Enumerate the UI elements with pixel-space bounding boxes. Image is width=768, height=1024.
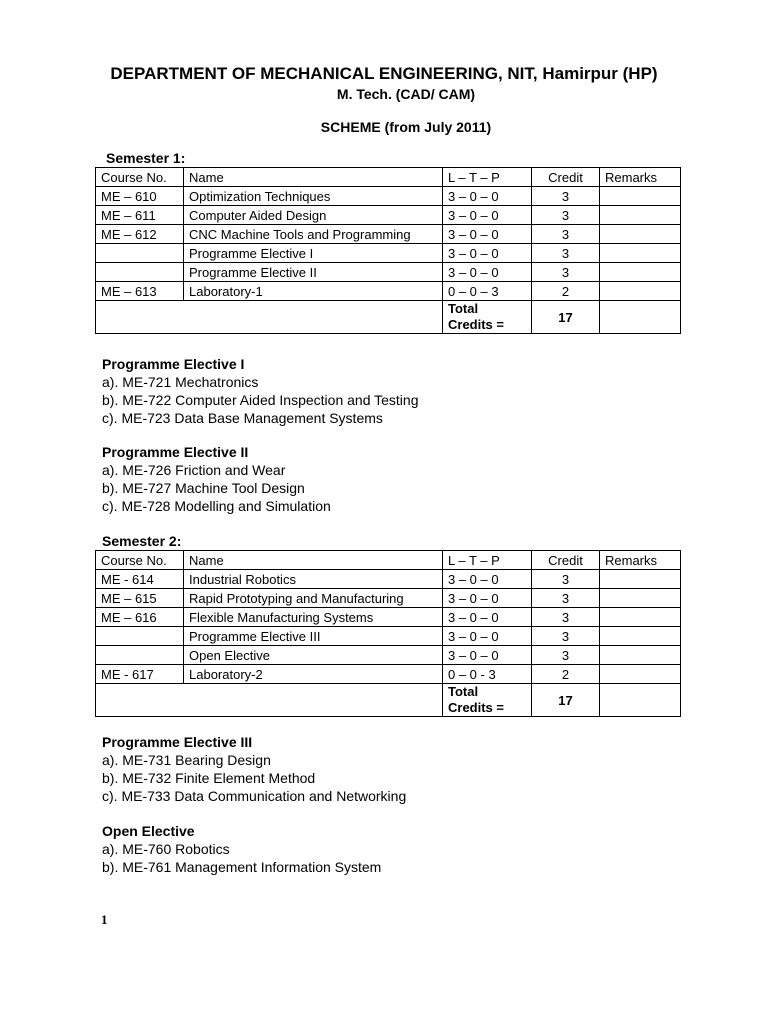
remarks-cell	[600, 570, 681, 589]
remarks-cell	[600, 244, 681, 263]
total-spacer-cell	[96, 301, 443, 334]
header-remarks: Remarks	[600, 168, 681, 187]
credit-cell: 3	[532, 570, 600, 589]
ltp-cell: 3 – 0 – 0	[443, 206, 532, 225]
elective-item: a). ME-726 Friction and Wear	[102, 462, 286, 478]
total-credits-value: 17	[532, 684, 600, 717]
course-no-cell	[96, 646, 184, 665]
ltp-cell: 3 – 0 – 0	[443, 589, 532, 608]
elective-heading: Programme Elective I	[102, 356, 245, 372]
credit-cell: 3	[532, 206, 600, 225]
credit-cell: 3	[532, 225, 600, 244]
course-name-cell: Flexible Manufacturing Systems	[184, 608, 443, 627]
remarks-cell	[600, 646, 681, 665]
remarks-cell	[600, 589, 681, 608]
course-name-cell: Programme Elective I	[184, 244, 443, 263]
total-row	[96, 301, 681, 334]
semester2-heading: Semester 2:	[102, 533, 182, 549]
course-no-cell: ME - 617	[96, 665, 184, 684]
course-no-cell: ME – 613	[96, 282, 184, 301]
course-no-cell: ME – 611	[96, 206, 184, 225]
course-name-cell: CNC Machine Tools and Programming	[184, 225, 443, 244]
course-name-cell: Open Elective	[184, 646, 443, 665]
credit-cell: 3	[532, 627, 600, 646]
elective-item: a). ME-731 Bearing Design	[102, 752, 271, 768]
elective-item: a). ME-721 Mechatronics	[102, 374, 259, 390]
ltp-cell: 3 – 0 – 0	[443, 263, 532, 282]
table-row	[96, 225, 681, 244]
credit-cell: 3	[532, 589, 600, 608]
elective-item: b). ME-722 Computer Aided Inspection and Testing	[102, 392, 419, 408]
credit-cell: 3	[532, 646, 600, 665]
ltp-cell: 3 – 0 – 0	[443, 244, 532, 263]
page-number: 1	[101, 912, 108, 927]
course-no-cell: ME - 614	[96, 570, 184, 589]
ltp-cell: 3 – 0 – 0	[443, 608, 532, 627]
credit-cell: 3	[532, 263, 600, 282]
remarks-cell	[600, 665, 681, 684]
credit-cell: 2	[532, 282, 600, 301]
credit-cell: 2	[532, 665, 600, 684]
table-row	[96, 589, 681, 608]
ltp-cell: 3 – 0 – 0	[443, 225, 532, 244]
scheme-title: SCHEME (from July 2011)	[320, 119, 492, 135]
remarks-cell	[600, 282, 681, 301]
course-no-cell: ME – 610	[96, 187, 184, 206]
remarks-cell	[600, 187, 681, 206]
total-remarks-cell	[600, 684, 681, 717]
header-ltp: L – T – P	[443, 551, 532, 570]
credit-cell: 3	[532, 608, 600, 627]
table-row	[96, 570, 681, 589]
total-credits-label: Total Credits =	[443, 301, 532, 334]
course-name-cell: Laboratory-1	[184, 282, 443, 301]
elective-item: c). ME-723 Data Base Management Systems	[102, 410, 383, 426]
course-name-cell: Optimization Techniques	[184, 187, 443, 206]
ltp-cell: 0 – 0 - 3	[443, 665, 532, 684]
semester1-table	[95, 167, 681, 334]
ltp-cell: 3 – 0 – 0	[443, 570, 532, 589]
credit-cell: 3	[532, 244, 600, 263]
elective-heading: Open Elective	[102, 823, 195, 839]
header-ltp: L – T – P	[443, 168, 532, 187]
ltp-cell: 3 – 0 – 0	[443, 646, 532, 665]
course-name-cell: Industrial Robotics	[184, 570, 443, 589]
ltp-cell: 3 – 0 – 0	[443, 187, 532, 206]
programme-subtitle: M. Tech. (CAD/ CAM)	[336, 86, 476, 102]
ltp-cell: 0 – 0 – 3	[443, 282, 532, 301]
remarks-cell	[600, 206, 681, 225]
table-row	[96, 187, 681, 206]
course-name-cell: Computer Aided Design	[184, 206, 443, 225]
elective-item: c). ME-733 Data Communication and Networking	[102, 788, 407, 804]
course-no-cell: ME – 615	[96, 589, 184, 608]
department-title: DEPARTMENT OF MECHANICAL ENGINEERING, NIT, Hamirpur (HP)	[110, 64, 658, 83]
remarks-cell	[600, 225, 681, 244]
header-name: Name	[184, 168, 443, 187]
table-row	[96, 627, 681, 646]
total-spacer-cell	[96, 684, 443, 717]
table-row	[96, 263, 681, 282]
table-row	[96, 665, 681, 684]
table-header-row	[96, 551, 681, 570]
course-name-cell: Programme Elective II	[184, 263, 443, 282]
total-credits-value: 17	[532, 301, 600, 334]
course-no-cell	[96, 244, 184, 263]
course-name-cell: Programme Elective III	[184, 627, 443, 646]
elective-item: b). ME-732 Finite Element Method	[102, 770, 316, 786]
elective-item: a). ME-760 Robotics	[102, 841, 230, 857]
credit-cell: 3	[532, 187, 600, 206]
header-credit: Credit	[532, 551, 600, 570]
remarks-cell	[600, 263, 681, 282]
course-no-cell	[96, 263, 184, 282]
table-header-row	[96, 168, 681, 187]
course-no-cell: ME – 616	[96, 608, 184, 627]
course-no-cell: ME – 612	[96, 225, 184, 244]
header-course-no: Course No.	[96, 168, 184, 187]
semester2-table	[95, 550, 681, 717]
elective-heading: Programme Elective II	[102, 444, 249, 460]
programme-elective-3	[102, 733, 406, 805]
course-name-cell: Rapid Prototyping and Manufacturing	[184, 589, 443, 608]
table-row	[96, 206, 681, 225]
course-name-cell: Laboratory-2	[184, 665, 443, 684]
course-no-cell	[96, 627, 184, 646]
header-credit: Credit	[532, 168, 600, 187]
open-elective	[102, 822, 381, 876]
total-remarks-cell	[600, 301, 681, 334]
remarks-cell	[600, 608, 681, 627]
table-row	[96, 244, 681, 263]
semester1-heading: Semester 1:	[106, 150, 186, 166]
table-row	[96, 608, 681, 627]
ltp-cell: 3 – 0 – 0	[443, 627, 532, 646]
header-remarks: Remarks	[600, 551, 681, 570]
total-row	[96, 684, 681, 717]
programme-elective-1	[102, 355, 418, 427]
remarks-cell	[600, 627, 681, 646]
header-course-no: Course No.	[96, 551, 184, 570]
elective-item: c). ME-728 Modelling and Simulation	[102, 498, 331, 514]
table-row	[96, 646, 681, 665]
elective-heading: Programme Elective III	[102, 734, 253, 750]
elective-item: b). ME-727 Machine Tool Design	[102, 480, 305, 496]
header-name: Name	[184, 551, 443, 570]
total-credits-label: Total Credits =	[443, 684, 532, 717]
programme-elective-2	[102, 443, 331, 515]
table-row	[96, 282, 681, 301]
elective-item: b). ME-761 Management Information System	[102, 859, 382, 875]
